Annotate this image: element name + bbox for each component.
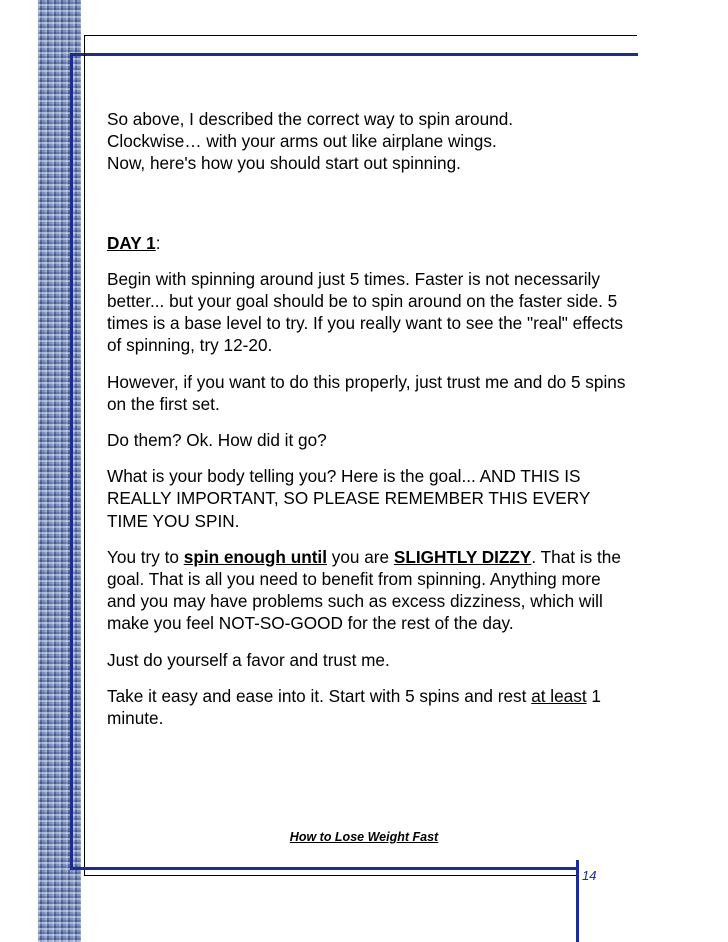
paragraph: Take it easy and ease into it. Start with 5 spins and rest at least 1 minute. xyxy=(107,685,601,729)
day-heading: DAY 1: xyxy=(107,232,161,253)
page-number: 14 xyxy=(582,868,597,883)
intro-line: So above, I described the correct way to spin around. xyxy=(107,109,514,129)
emphasis: spin enough until xyxy=(183,546,327,567)
footer-title: How to Lose Weight Fast xyxy=(289,830,439,844)
paragraph: Just do yourself a favor and trust me. xyxy=(107,649,390,670)
frame-bottom-rule xyxy=(70,867,576,870)
frame-top-line xyxy=(84,35,637,36)
intro-line: Now, here's how you should start out spinning. xyxy=(107,153,461,174)
frame-corner-rule xyxy=(576,860,579,942)
emphasis: SLIGHTLY DIZZY xyxy=(393,546,532,567)
decorative-sidebar xyxy=(38,0,81,942)
paragraph: You try to spin enough until you are SLIGHTLY DIZZY. That is the goal. That is all you need to benefit from spinning. Anything more and you may have problems such as excess dizziness, which will make you feel NOT-SO-GOOD for the rest of the day. xyxy=(107,546,621,634)
frame-left-rule xyxy=(70,53,73,870)
frame-bottom-line xyxy=(84,875,576,876)
emphasis: at least xyxy=(531,685,587,706)
intro-line: Clockwise… with your arms out like airplane wings. xyxy=(107,131,497,152)
frame-left-line xyxy=(84,35,85,875)
frame-top-rule xyxy=(70,53,638,56)
page-body xyxy=(107,108,627,729)
paragraph: However, if you want to do this properly, just trust me and do 5 spins on the first set. xyxy=(107,371,626,414)
paragraph: What is your body telling you? Here is the goal... AND THIS IS REALLY IMPORTANT, SO PLEASE REMEMBER THIS EVERY TIME YOU SPIN. xyxy=(107,466,590,531)
paragraph: Do them? Ok. How did it go? xyxy=(107,430,327,451)
paragraph: Begin with spinning around just 5 times. Faster is not necessarily better... but your goal should be to spin around on the faster side. 5 times is a base level to try. If you really want to see the "real" effects of spinning, try 12-20. xyxy=(107,268,623,356)
day-heading-label: DAY 1 xyxy=(107,232,156,253)
